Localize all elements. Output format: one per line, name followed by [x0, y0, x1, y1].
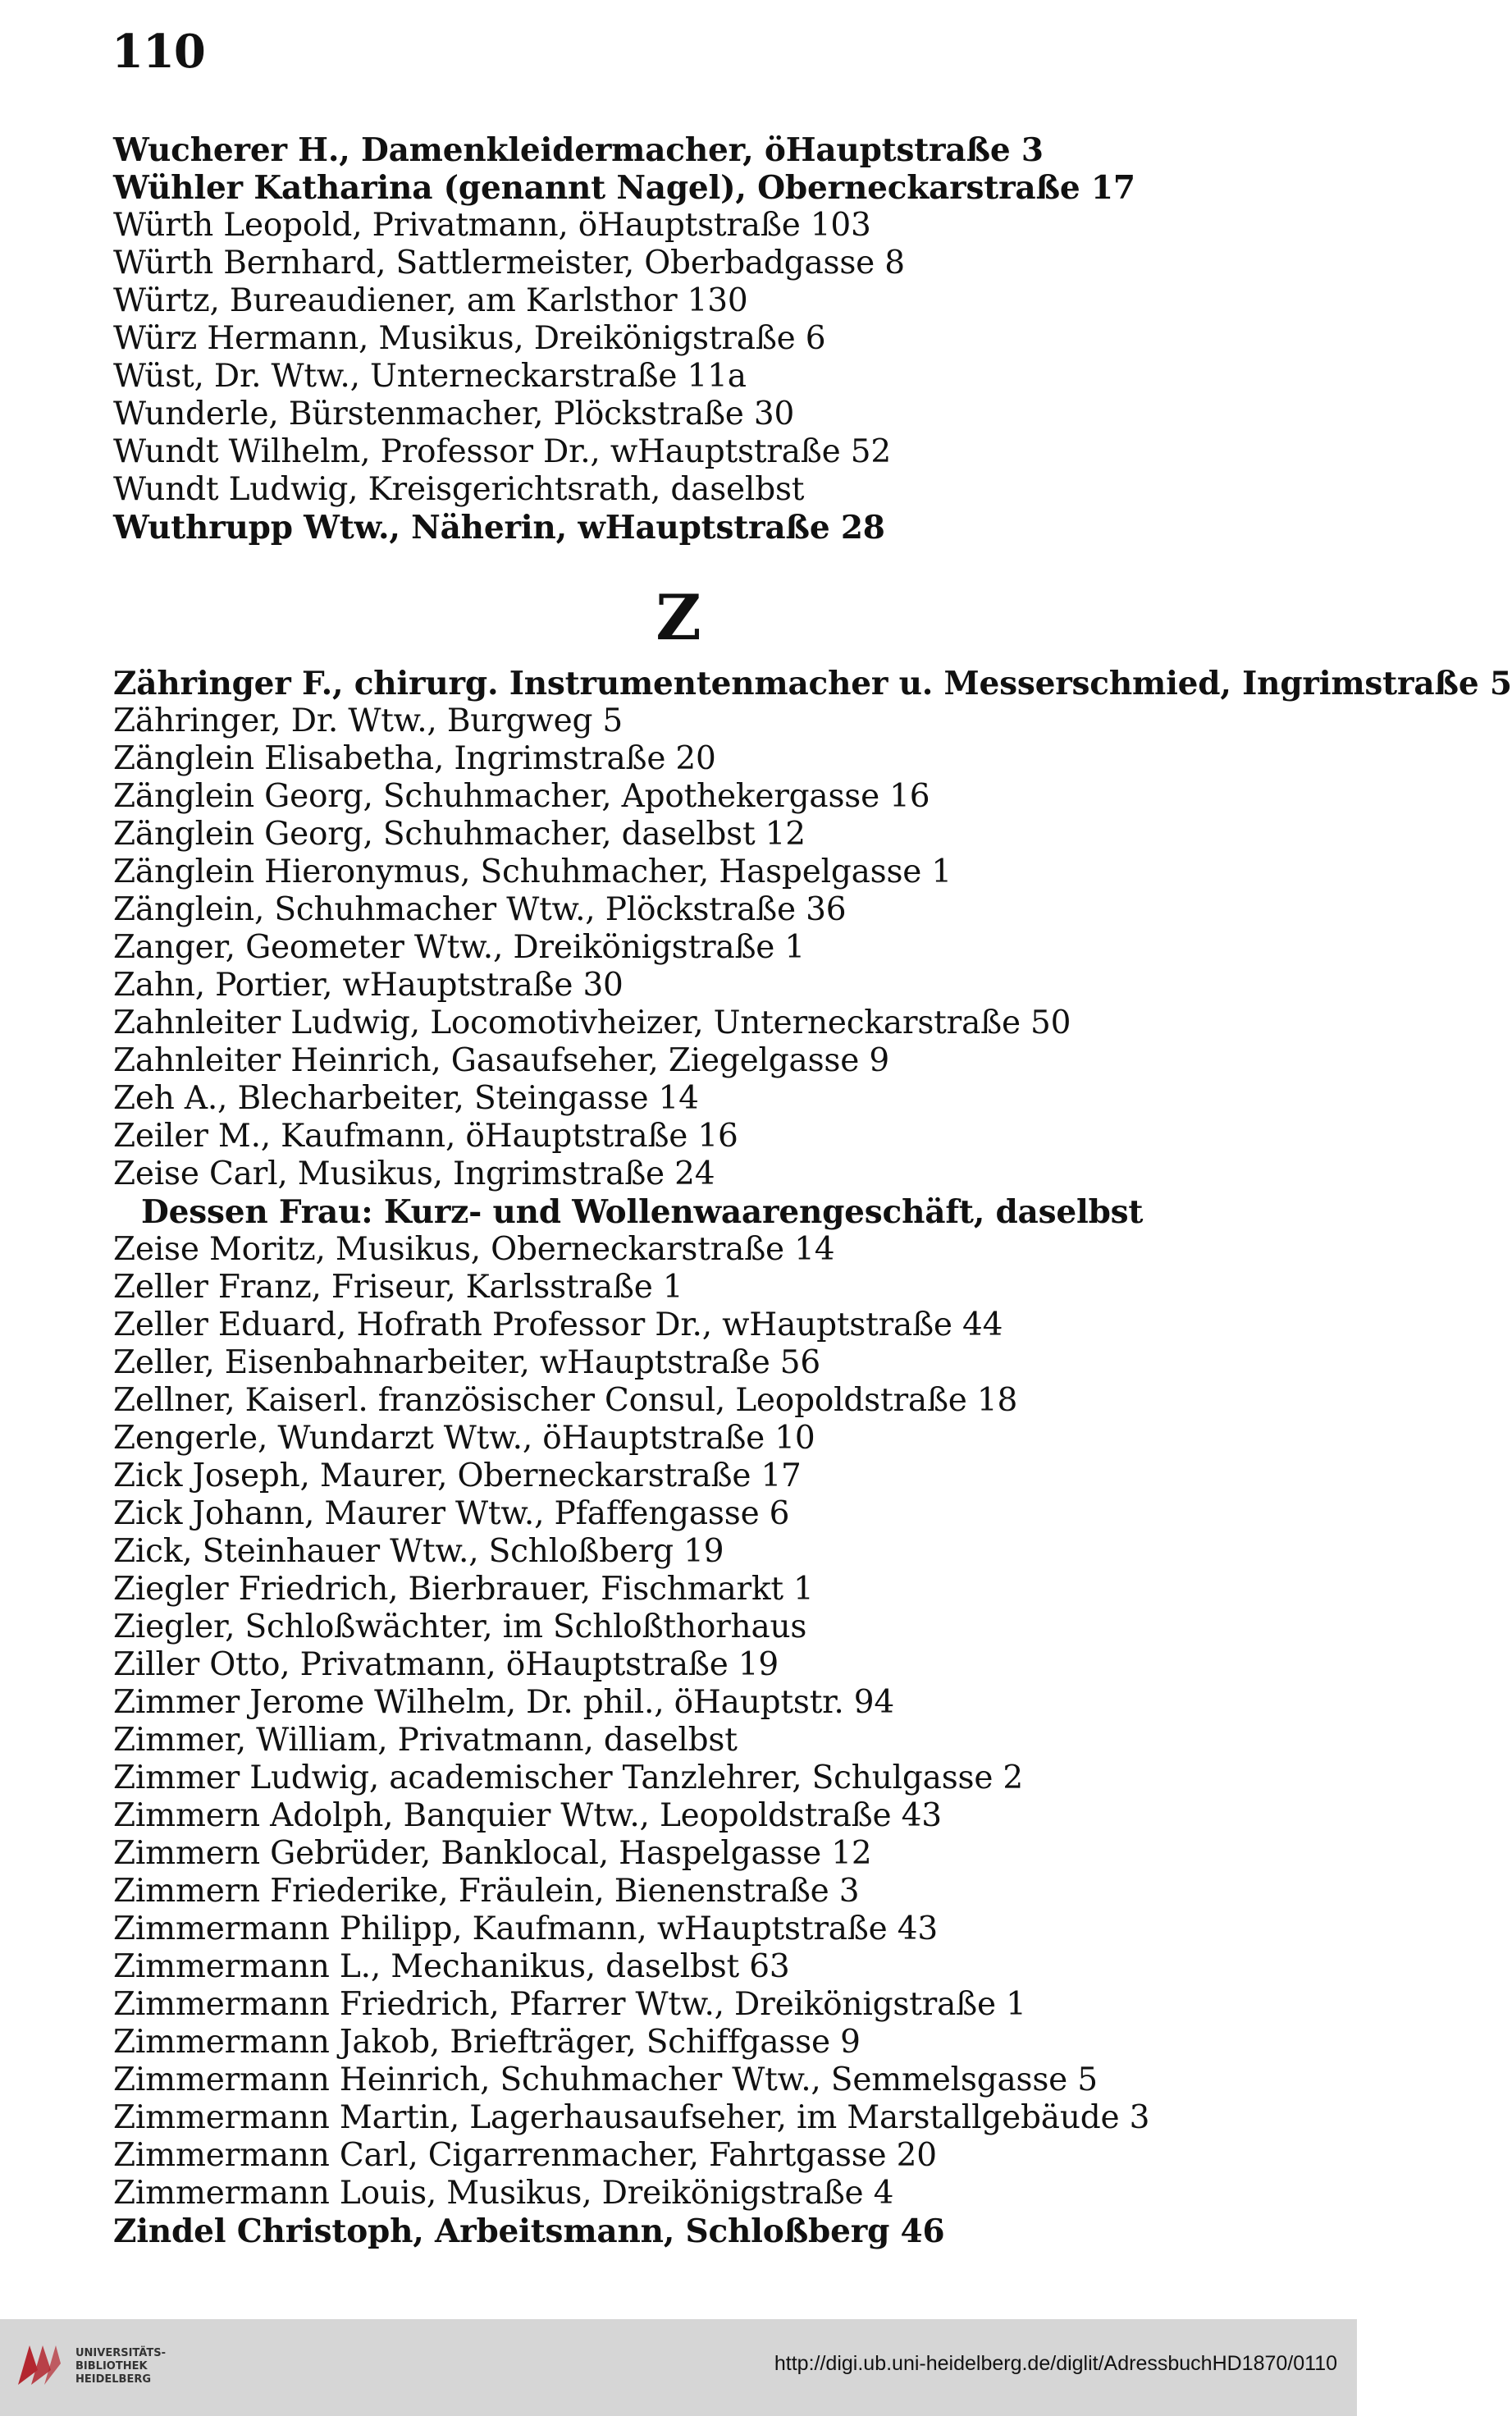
entry-z-16: Zeise Moritz, Musikus, Oberneckarstraße 14 — [113, 1231, 835, 1268]
entry-z-36: Zimmermann Friedrich, Pfarrer Wtw., Dreikönigstraße 1 — [113, 1986, 1026, 2023]
section-letter: Z — [656, 581, 701, 654]
entry-z-42: Zindel Christoph, Arbeitsmann, Schloßberg 46 — [113, 2212, 945, 2250]
logo-line-1: UNIVERSITÄTS- — [75, 2347, 166, 2359]
entry-z-25: Ziegler Friedrich, Bierbrauer, Fischmarkt 1 — [113, 1571, 814, 1608]
entry-z-22: Zick Joseph, Maurer, Oberneckarstraße 17 — [113, 1457, 802, 1494]
entry-z-1: Zähringer F., chirurg. Instrumentenmacher u. Messerschmied, Ingrimstraße 5 — [113, 665, 1512, 702]
entry-w-11: Wuthrupp Wtw., Näherin, wHauptstraße 28 — [113, 509, 885, 547]
entry-z-32: Zimmern Gebrüder, Banklocal, Haspelgasse 12 — [113, 1835, 872, 1872]
entry-w-10: Wundt Ludwig, Kreisgerichtsrath, daselbst — [113, 471, 805, 508]
entry-z-23: Zick Johann, Maurer Wtw., Pfaffengasse 6 — [113, 1495, 790, 1532]
source-url-link[interactable]: http://digi.ub.uni-heidelberg.de/diglit/AdressbuchHD1870/0110 — [774, 2352, 1337, 2375]
entry-z-18: Zeller Eduard, Hofrath Professor Dr., wHauptstraße 44 — [113, 1306, 1003, 1343]
entry-z-21: Zengerle, Wundarzt Wtw., öHauptstraße 10 — [113, 1420, 815, 1457]
entry-z-41: Zimmermann Louis, Musikus, Dreikönigstraße 4 — [113, 2175, 894, 2212]
entry-z-8: Zanger, Geometer Wtw., Dreikönigstraße 1 — [113, 929, 805, 966]
library-logo-text — [75, 2347, 166, 2386]
logo-line-3: HEIDELBERG — [75, 2373, 152, 2386]
entry-z-38: Zimmermann Heinrich, Schuhmacher Wtw., Semmelsgasse 5 — [113, 2061, 1098, 2098]
entry-z-37: Zimmermann Jakob, Briefträger, Schiffgasse 9 — [113, 2024, 861, 2061]
entry-z-31: Zimmern Adolph, Banquier Wtw., Leopoldstraße 43 — [113, 1797, 942, 1834]
entry-w-5: Würtz, Bureaudiener, am Karlsthor 130 — [113, 282, 748, 319]
entry-z-3: Zänglein Elisabetha, Ingrimstraße 20 — [113, 740, 716, 777]
entry-z-14: Zeise Carl, Musikus, Ingrimstraße 24 — [113, 1155, 715, 1192]
entry-w-2: Wühler Katharina (genannt Nagel), Oberneckarstraße 17 — [113, 169, 1135, 207]
entry-z-6: Zänglein Hieronymus, Schuhmacher, Haspelgasse 1 — [113, 853, 952, 890]
entry-w-9: Wundt Wilhelm, Professor Dr., wHauptstraße 52 — [113, 433, 891, 470]
entry-z-17: Zeller Franz, Friseur, Karlsstraße 1 — [113, 1269, 683, 1306]
entry-w-7: Wüst, Dr. Wtw., Unterneckarstraße 11a — [113, 358, 747, 395]
entry-z-15: Dessen Frau: Kurz- und Wollenwaarengeschäft, daselbst — [141, 1193, 1144, 1231]
entry-z-12: Zeh A., Blecharbeiter, Steingasse 14 — [113, 1080, 699, 1117]
entry-w-8: Wunderle, Bürstenmacher, Plöckstraße 30 — [113, 396, 795, 432]
page-number: 110 — [112, 25, 205, 79]
entry-z-2: Zähringer, Dr. Wtw., Burgweg 5 — [113, 702, 624, 739]
entry-z-24: Zick, Steinhauer Wtw., Schloßberg 19 — [113, 1533, 724, 1570]
entry-z-33: Zimmern Friederike, Fräulein, Bienenstraße 3 — [113, 1873, 860, 1910]
entry-z-10: Zahnleiter Ludwig, Locomotivheizer, Unterneckarstraße 50 — [113, 1004, 1071, 1041]
entry-z-4: Zänglein Georg, Schuhmacher, Apothekergasse 16 — [113, 778, 930, 815]
entry-w-4: Würth Bernhard, Sattlermeister, Oberbadgasse 8 — [113, 245, 905, 281]
entry-z-35: Zimmermann L., Mechanikus, daselbst 63 — [113, 1948, 790, 1985]
entry-w-3: Würth Leopold, Privatmann, öHauptstraße 103 — [113, 207, 871, 244]
entry-z-40: Zimmermann Carl, Cigarrenmacher, Fahrtgasse 20 — [113, 2137, 937, 2174]
entry-z-29: Zimmer, William, Privatmann, daselbst — [113, 1722, 738, 1759]
library-logo-icon — [13, 2339, 64, 2390]
entry-w-1: Wucherer H., Damenkleidermacher, öHauptstraße 3 — [113, 131, 1044, 169]
entry-z-9: Zahn, Portier, wHauptstraße 30 — [113, 967, 624, 1004]
entry-z-13: Zeiler M., Kaufmann, öHauptstraße 16 — [113, 1118, 738, 1155]
entry-z-30: Zimmer Ludwig, academischer Tanzlehrer, Schulgasse 2 — [113, 1759, 1024, 1796]
entry-z-34: Zimmermann Philipp, Kaufmann, wHauptstraße 43 — [113, 1910, 938, 1947]
entry-z-11: Zahnleiter Heinrich, Gasaufseher, Ziegelgasse 9 — [113, 1042, 889, 1079]
footer-bar — [0, 2319, 1357, 2416]
logo-line-2: BIBLIOTHEK — [75, 2360, 148, 2373]
entry-z-27: Ziller Otto, Privatmann, öHauptstraße 19 — [113, 1646, 779, 1683]
entry-z-28: Zimmer Jerome Wilhelm, Dr. phil., öHauptstr. 94 — [113, 1684, 894, 1721]
entry-z-26: Ziegler, Schloßwächter, im Schloßthorhaus — [113, 1608, 807, 1645]
entry-z-20: Zellner, Kaiserl. französischer Consul, Leopoldstraße 18 — [113, 1382, 1018, 1419]
entry-z-19: Zeller, Eisenbahnarbeiter, wHauptstraße 56 — [113, 1344, 821, 1381]
entry-z-5: Zänglein Georg, Schuhmacher, daselbst 12 — [113, 816, 806, 853]
entry-z-7: Zänglein, Schuhmacher Wtw., Plöckstraße 36 — [113, 891, 847, 928]
entry-w-6: Würz Hermann, Musikus, Dreikönigstraße 6 — [113, 320, 826, 357]
entry-z-39: Zimmermann Martin, Lagerhausaufseher, im Marstallgebäude 3 — [113, 2099, 1150, 2136]
